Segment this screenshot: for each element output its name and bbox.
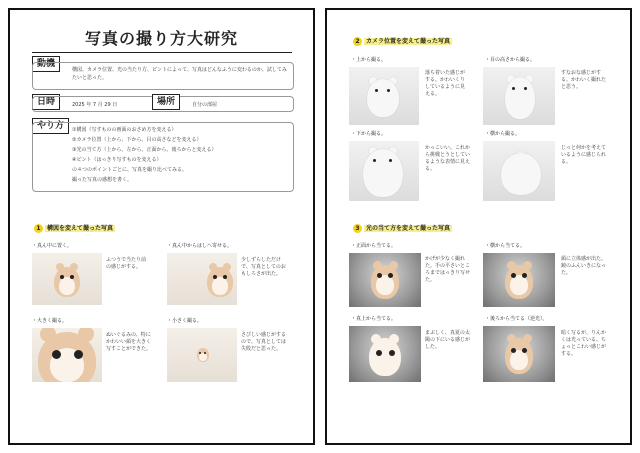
s2-cell2-desc: すなおな感じがする。かわいく撮れたと思う。: [561, 70, 607, 90]
section2-title: カメラ位置を変えて撮った写真: [366, 38, 451, 45]
method-item-5: の４つのポイントごとに、写真を撮り比べてみる。: [72, 167, 188, 173]
s2-cell4-photo: [483, 141, 555, 201]
s1-cell1-desc: ふつうで当たり前の感じがする。: [106, 257, 147, 270]
section1-number: 1: [34, 224, 43, 233]
s2-cell1-photo: [349, 67, 419, 125]
section3-heading: [353, 224, 452, 233]
s2-cell3-caption: ・下から撮る。: [351, 131, 387, 137]
section2-heading: [353, 37, 452, 46]
s3-cell3-desc: まぶしく、真夏の太陽の下にいる感じがした。: [425, 330, 471, 350]
page-title: 写真の撮り方大研究: [84, 29, 238, 48]
s1-cell3-caption: ・大きく撮る。: [32, 318, 68, 324]
s3-cell3-caption: ・真上から当てる。: [351, 316, 397, 322]
s1-cell4-desc: さびしい感じがするので、写真としては失敗だと思った。: [241, 332, 287, 352]
s2-cell2-caption: ・目の高さから撮る。: [485, 57, 536, 63]
s3-cell4-caption: ・後ろから当てる（逆光）。: [485, 316, 548, 322]
method-label: やり方: [32, 118, 69, 134]
motive-label: 動機: [32, 56, 60, 72]
section1-heading: [34, 224, 115, 233]
s1-cell4-caption: ・小さく撮る。: [167, 318, 203, 324]
method-item-1: ①構図（写すものの画面のおさめ方を変える）: [72, 127, 177, 133]
method-item-4: ④ピント（はっきり写すものを変える）: [72, 157, 162, 163]
s2-cell1-caption: ・上から撮る。: [351, 57, 387, 63]
method-item-2: ②カメラ位置（上から、下から、目の高さなどを変える）: [72, 137, 202, 143]
s2-cell3-desc: かっこいい。これから挑戦とうとしているような表情に見える。: [425, 145, 471, 172]
datetime-label: 日時: [32, 94, 60, 110]
s3-cell1-desc: かげが少なく撮れた。手の平さいところまではっきり写せた。: [425, 256, 471, 283]
s1-cell2-caption: ・真ん中からはしへ寄せる。: [167, 243, 233, 249]
method-item-6: 撮った写真の感想を書く。: [72, 177, 132, 183]
method-item-3: ③光の当て方（上から、左から、正面から、後ろからと変える）: [72, 147, 217, 153]
place-value: 自分の部屋: [192, 102, 218, 108]
section1-title: 構図を変えて撮った写真: [47, 225, 114, 232]
s3-cell1-photo: [349, 253, 421, 307]
s1-cell2-desc: 少しずらしただけで、写真としてのおもしろさが出た。: [241, 257, 286, 277]
s2-cell1-desc: 落ち着いた感じがする。かわいくりしているように見える。: [425, 70, 466, 97]
s3-cell3-photo: [349, 326, 421, 382]
section2-number: 2: [353, 37, 362, 46]
s3-cell2-caption: ・横から当てる。: [485, 243, 526, 249]
s1-cell2-photo: [167, 253, 237, 305]
section3-number: 3: [353, 224, 362, 233]
right-page: [325, 8, 632, 445]
s2-cell4-desc: じっと何かを考えているように感じられる。: [561, 145, 607, 165]
s2-cell2-photo: [483, 67, 555, 125]
datetime-value: 2025 年 7 月 29 日: [72, 102, 118, 108]
place-label: 場所: [152, 94, 180, 110]
s1-cell1-caption: ・真ん中に置く。: [32, 243, 72, 249]
section3-title: 光の当て方を変えて撮った写真: [366, 225, 451, 232]
title-underline: [32, 52, 292, 53]
s3-cell2-desc: 顔に立体感が出た。鏡のふんいきになった。: [561, 256, 607, 276]
s2-cell4-caption: ・横から撮る。: [485, 131, 521, 137]
s1-cell3-photo: [32, 328, 102, 382]
s1-cell3-desc: ぬいぐるみの、特にかわいい顔を大きく写すことができた。: [106, 332, 152, 352]
s2-cell3-photo: [349, 141, 419, 201]
s1-cell1-photo: [32, 253, 102, 305]
s1-cell4-photo: [167, 328, 237, 382]
s3-cell1-caption: ・正面から当てる。: [351, 243, 397, 249]
s3-cell4-photo: [483, 326, 555, 382]
s3-cell2-photo: [483, 253, 555, 307]
s3-cell4-desc: 暗く写るが、りんかくは光っている。ちょっとこわい感じがする。: [561, 330, 607, 357]
motive-text: 構図、カメラ位置、光の当たり方、ピントによって、写真はどんなふうに変わるのか、試してみたいと思った。: [72, 67, 287, 81]
left-page: [8, 8, 315, 445]
